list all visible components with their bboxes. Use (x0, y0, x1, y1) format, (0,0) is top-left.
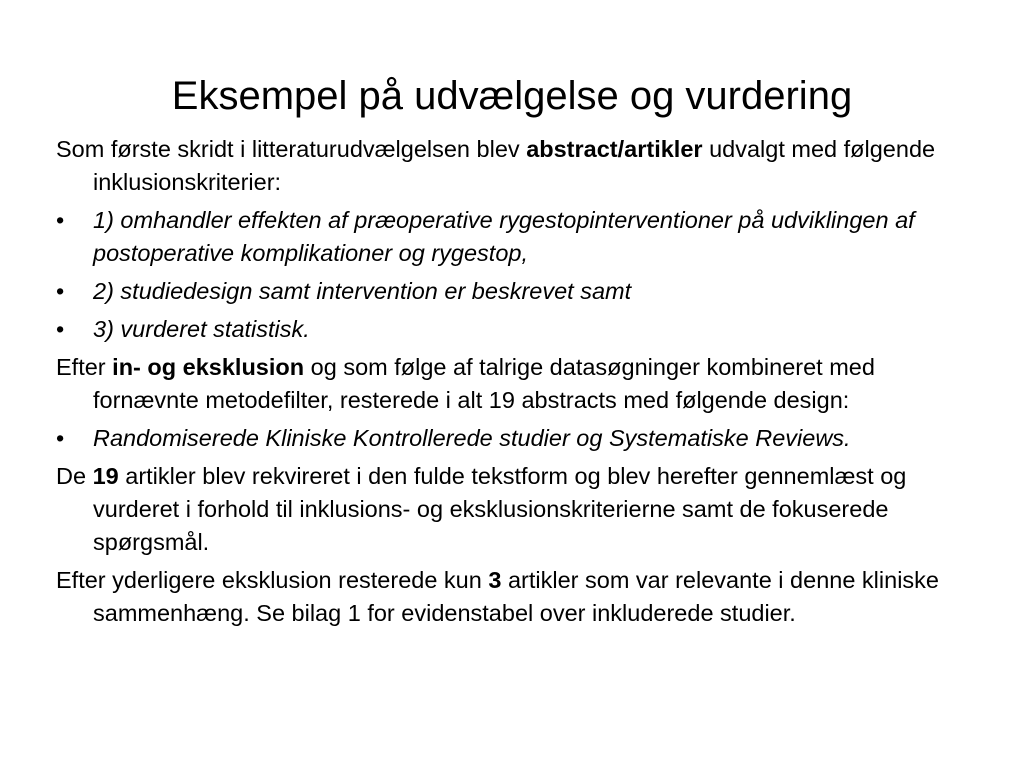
fulltext-paragraph (56, 460, 956, 559)
criteria-bullet-1 (56, 204, 956, 270)
bold-count: 19 (92, 463, 119, 489)
design-bullet (56, 422, 956, 455)
text-run: Som første skridt i litteraturudvælgelsen blev (56, 136, 527, 162)
bullet-text: 1) omhandler effekten af præoperative rygestopinterventioner på udviklingen af postoperative komplikationer og rygestop, (93, 207, 915, 266)
bullet-text: Randomiserede Kliniske Kontrollerede studier og Systematiske Reviews. (93, 425, 851, 451)
bullet-text: 2) studiedesign samt intervention er beskrevet samt (93, 278, 632, 304)
bold-abstract: abstract (526, 136, 618, 162)
text-run: udvalgt med følgende inklusionskriterier: (93, 136, 936, 195)
slide-title: Eksempel på udvælgelse og vurdering (171, 74, 853, 118)
slide-body (56, 133, 956, 635)
text-run: Efter yderligere eksklusion resterede kun (56, 567, 489, 593)
bullet-text: 3) vurderet statistisk. (93, 316, 310, 342)
bold-count: 3 (488, 567, 502, 593)
text-run: artikler som var relevante i denne kliniske sammenhæng. Se bilag 1 for evidenstabel over inkluderede studier. (93, 567, 939, 626)
criteria-bullet-3 (56, 313, 956, 346)
bold-inclusion-exclusion: in- og eksklusion (112, 354, 305, 380)
text-run: De (56, 463, 93, 489)
bold-artikler: artikler (624, 136, 703, 162)
criteria-bullet-2 (56, 275, 956, 308)
text-run: artikler blev rekvireret i den fulde tekstform og blev herefter gennemlæst og vurderet i forhold til inklusions- og eksklusionskriterierne samt de fokuserede spørgsmål. (93, 463, 907, 555)
bullet-icon: • (56, 207, 65, 233)
bullet-icon: • (56, 316, 65, 342)
text-run: og som følge af talrige datasøgninger kombineret med fornævnte metodefilter, resterede i alt 19 abstracts med følgende design: (93, 354, 875, 413)
bullet-icon: • (56, 278, 65, 304)
bold-slash: / (617, 136, 625, 162)
bullet-icon: • (56, 425, 65, 451)
final-paragraph (56, 564, 956, 630)
text-run: Efter (56, 354, 113, 380)
intro-paragraph (56, 133, 956, 199)
exclusion-paragraph (56, 351, 956, 417)
